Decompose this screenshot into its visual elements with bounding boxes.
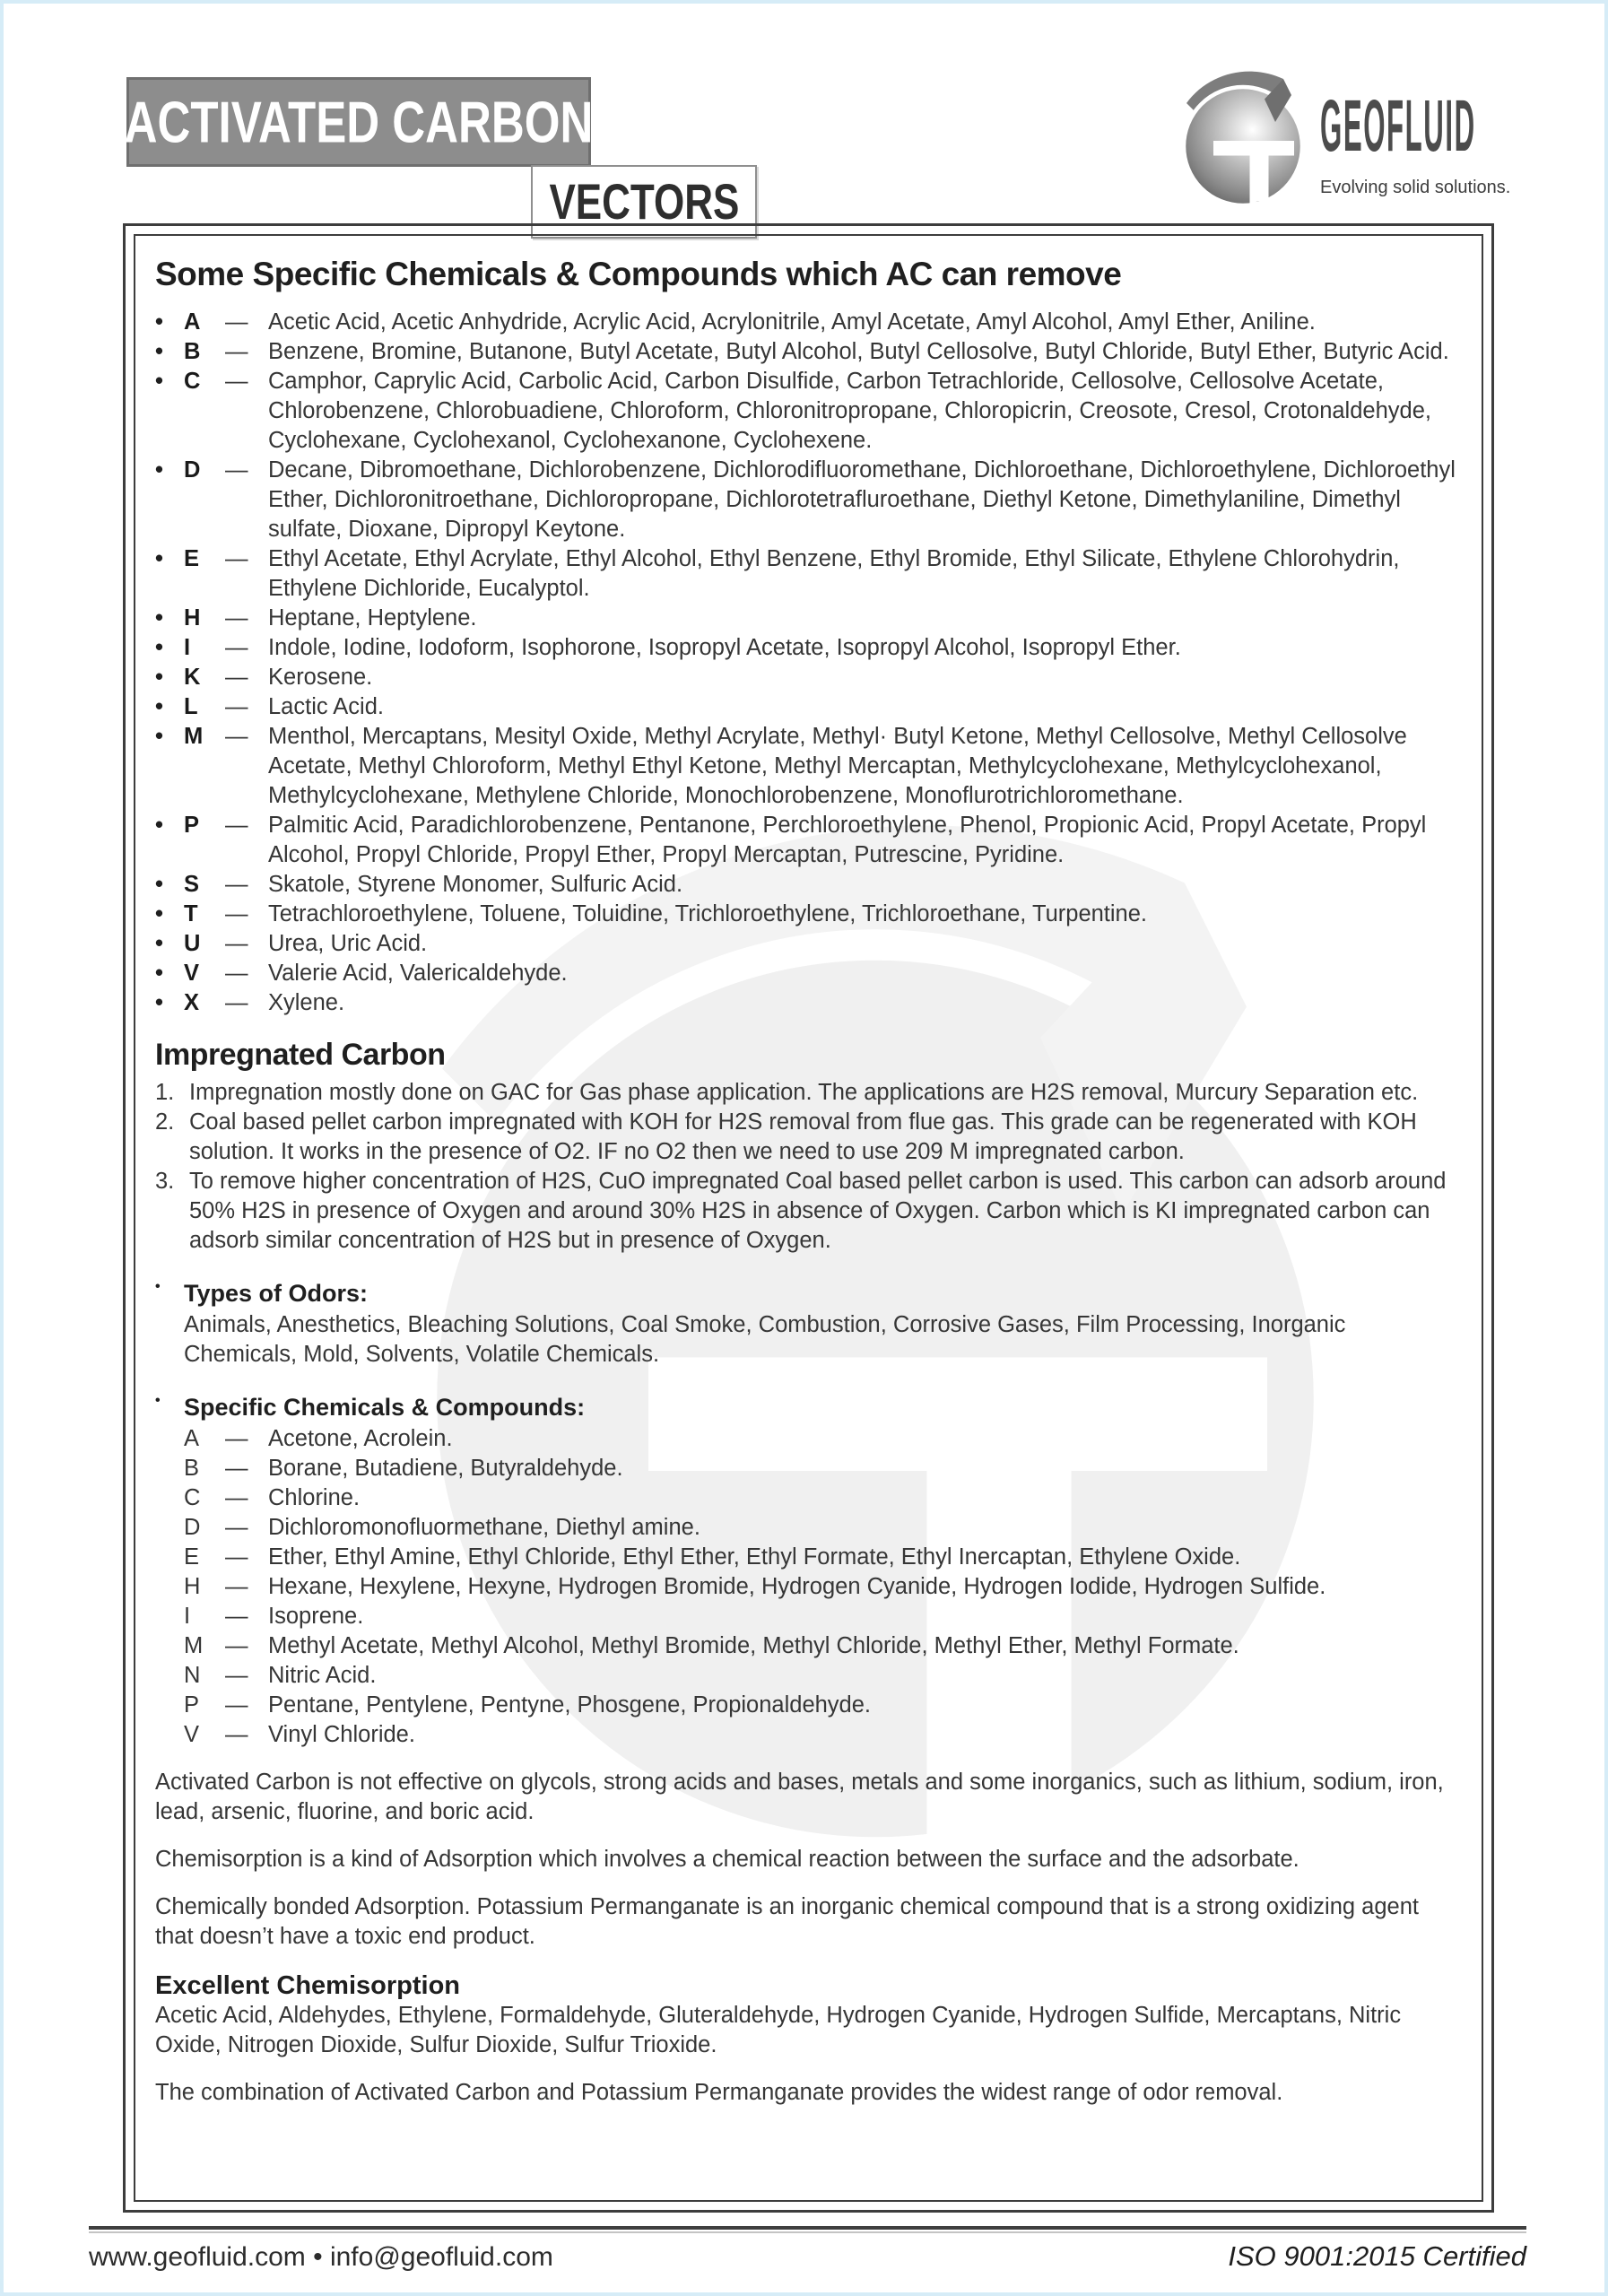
item-text: Benzene, Bromine, Butanone, Butyl Acetate, Butyl Alcohol, Butyl Cellosolve, Butyl Chloride, Butyl Ether, Butyric Acid. xyxy=(268,339,1449,364)
list-item xyxy=(155,308,1456,337)
list-item xyxy=(155,870,1456,900)
item-dash: — xyxy=(225,813,248,838)
item-text: Ethyl Acetate, Ethyl Acrylate, Ethyl Alcohol, Ethyl Benzene, Ethyl Bromide, Ethyl Silicate, Ethylene Chlorohydrin, Ethylene Dichloride, Eucalyptol. xyxy=(268,546,1400,601)
bullet-marker: • xyxy=(155,872,163,897)
list-item xyxy=(184,1572,1456,1602)
item-dash: — xyxy=(225,694,248,719)
bullet-marker: • xyxy=(155,724,163,749)
paragraph: Activated Carbon is not effective on glycols, strong acids and bases, metals and some inorganics, such as lithium, sodium, iron, lead, arsenic, fluorine, and boric acid. xyxy=(155,1770,1444,1824)
item-text: Methyl Acetate, Methyl Alcohol, Methyl Bromide, Methyl Chloride, Methyl Ether, Methyl Formate. xyxy=(268,1633,1239,1658)
item-letter: X xyxy=(184,990,200,1015)
numbered-item xyxy=(155,1167,1456,1256)
item-text: Pentane, Pentylene, Pentyne, Phosgene, Propionaldehyde. xyxy=(268,1692,872,1718)
paragraph: Chemically bonded Adsorption. Potassium Permanganate is an inorganic chemical compound that is a strong oxidizing agent that doesn’t have a toxic end product. xyxy=(155,1894,1419,1949)
item-text: Coal based pellet carbon impregnated with KOH for H2S removal from flue gas. This grade can be regenerated with KOH solution. It works in the presence of O2. IF no O2 then we need to use 209 M impregnated carbon. xyxy=(189,1109,1417,1164)
item-text: Urea, Uric Acid. xyxy=(268,931,428,956)
excellent-chemisorption-heading: Excellent Chemisorption xyxy=(155,1971,461,2000)
section-title: Some Specific Chemicals & Compounds which AC can remove xyxy=(155,256,1122,292)
item-letter: M xyxy=(184,724,204,749)
item-letter: B xyxy=(184,339,201,364)
header-badge-secondary-label: VECTORS xyxy=(549,173,739,230)
bullet-marker: • xyxy=(155,339,163,364)
company-logo xyxy=(1178,63,1555,224)
list-item xyxy=(155,456,1456,544)
item-letter: I xyxy=(184,1604,191,1629)
item-dash: — xyxy=(225,457,248,483)
item-dash: — xyxy=(225,635,248,660)
bullet-marker: • xyxy=(155,546,163,571)
bullet-marker: • xyxy=(155,694,163,719)
bullet-marker: • xyxy=(155,635,163,660)
item-dash: — xyxy=(225,309,248,335)
list-item xyxy=(184,1454,1456,1483)
item-dash: — xyxy=(225,1544,248,1570)
item-dash: — xyxy=(225,1722,248,1747)
impregnated-list xyxy=(155,1078,1456,1256)
item-text: Chlorine. xyxy=(268,1485,361,1510)
list-item xyxy=(155,988,1456,1018)
item-text: Acetic Acid, Acetic Anhydride, Acrylic Acid, Acrylonitrile, Amyl Acetate, Amyl Alcohol, Amyl Ether, Aniline. xyxy=(268,309,1316,335)
item-number: 2. xyxy=(155,1109,175,1135)
list-item xyxy=(184,1602,1456,1631)
item-letter: E xyxy=(184,1544,200,1570)
item-text: Kerosene. xyxy=(268,665,373,690)
specific-chemicals-heading-label: Specific Chemicals & Compounds: xyxy=(184,1394,586,1421)
bullet-marker: • xyxy=(155,990,163,1015)
impregnated-carbon-heading: Impregnated Carbon xyxy=(155,1038,446,1072)
item-text: Ether, Ethyl Amine, Ethyl Chloride, Ethyl Ether, Ethyl Formate, Ethyl Inercaptan, Ethylene Oxide. xyxy=(268,1544,1241,1570)
header-badge-primary-label: ACTIVATED CARBON xyxy=(124,89,594,155)
list-item xyxy=(184,1424,1456,1454)
item-letter: E xyxy=(184,546,200,571)
item-letter: K xyxy=(184,665,201,690)
numbered-item xyxy=(155,1108,1456,1167)
item-text: Heptane, Heptylene. xyxy=(268,605,477,631)
item-letter: L xyxy=(184,694,198,719)
item-dash: — xyxy=(225,605,248,631)
item-text: Borane, Butadiene, Butyraldehyde. xyxy=(268,1456,623,1481)
item-dash: — xyxy=(225,1515,248,1540)
bullet-marker: • xyxy=(155,961,163,986)
bullet-marker: • xyxy=(155,457,163,483)
item-text: Decane, Dibromoethane, Dichlorobenzene, Dichlorodifluoromethane, Dichloroethane, Dichloroethylene, Dichloroethyl Ether, Dichloronitroethane, Dichloropropane, Dichlorotetrafluroethane, Diethyl Ketone, Dimethylaniline, Dimethyl sulfate, Dioxane, Dipropyl Keytone. xyxy=(268,457,1456,542)
item-letter: C xyxy=(184,369,201,394)
footer xyxy=(89,2240,1526,2273)
item-dash: — xyxy=(225,1604,248,1629)
item-letter: B xyxy=(184,1456,200,1481)
odors-heading xyxy=(155,1279,1456,1309)
paragraph-group xyxy=(155,1768,1456,1952)
list-item xyxy=(184,1720,1456,1750)
item-text: Camphor, Caprylic Acid, Carbolic Acid, Carbon Disulfide, Carbon Tetrachloride, Cellosolve, Cellosolve Acetate, Chlorobenzene, Chlorobuadiene, Chloroform, Chloronitropropane, Chloropicrin, Creosote, Cresol, Crotonaldehyde, Cyclohexane, Cyclohexanol, Cyclohexanone, Cyclohexene. xyxy=(268,369,1431,453)
item-text: Menthol, Mercaptans, Mesityl Oxide, Methyl Acrylate, Methyl· Butyl Ketone, Methyl Cellosolve, Methyl Cellosolve Acetate, Methyl Chloroform, Methyl Ethyl Ketone, Methyl Mercaptan, Methylcyclohexane, Methylcyclohexanol, Methylcyclohexane, Methylene Chloride, Monochlorobenzene, Monoflurotrichloromethane. xyxy=(268,724,1407,808)
item-letter: A xyxy=(184,309,201,335)
item-dash: — xyxy=(225,665,248,690)
item-dash: — xyxy=(225,1633,248,1658)
closing-paragraph: The combination of Activated Carbon and Potassium Permanganate provides the widest range of odor removal. xyxy=(155,2080,1283,2105)
item-letter: D xyxy=(184,1515,201,1540)
list-item xyxy=(155,692,1456,722)
list-item xyxy=(184,1631,1456,1661)
item-dash: — xyxy=(225,1485,248,1510)
item-dash: — xyxy=(225,1692,248,1718)
paragraph: Chemisorption is a kind of Adsorption which involves a chemical reaction between the surface and the adsorbate. xyxy=(155,1847,1299,1872)
item-dash: — xyxy=(225,1426,248,1451)
chemisorption-text: Acetic Acid, Aldehydes, Ethylene, Formaldehyde, Gluteraldehyde, Hydrogen Cyanide, Hydrogen Sulfide, Mercaptans, Nitric Oxide, Nitrogen Dioxide, Sulfur Dioxide, Sulfur Trioxide. xyxy=(155,2003,1402,2057)
item-text: Isoprene. xyxy=(268,1604,364,1629)
bullet-marker: • xyxy=(155,931,163,956)
logo-tagline: Evolving solid solutions. xyxy=(1320,178,1511,197)
item-number: 3. xyxy=(155,1169,175,1194)
footer-certification: ISO 9001:2015 Certified xyxy=(1228,2240,1526,2272)
item-text: Indole, Iodine, Iodoform, Isophorone, Isopropyl Acetate, Isopropyl Alcohol, Isopropyl Ether. xyxy=(268,635,1181,660)
list-item xyxy=(184,1661,1456,1691)
content-box xyxy=(123,223,1494,2213)
item-dash: — xyxy=(225,1456,248,1481)
footer-divider xyxy=(89,2226,1526,2233)
bullet-marker: • xyxy=(155,901,163,926)
bullet-marker: • xyxy=(155,309,163,335)
item-text: Nitric Acid. xyxy=(268,1663,377,1688)
item-text: Lactic Acid. xyxy=(268,694,384,719)
item-text: Valerie Acid, Valericaldehyde. xyxy=(268,961,568,986)
item-letter: A xyxy=(184,1426,200,1451)
item-number: 1. xyxy=(155,1080,175,1105)
list-item xyxy=(184,1691,1456,1720)
item-dash: — xyxy=(225,546,248,571)
item-text: To remove higher concentration of H2S, CuO impregnated Coal based pellet carbon is used. This carbon can adsorb around 50% H2S in presence of Oxygen and around 30% H2S in absence of Oxygen. Carbon which is KI impregnated carbon can adsorb similar concentration of H2S but in presence of Oxygen. xyxy=(189,1169,1447,1253)
item-dash: — xyxy=(225,872,248,897)
item-text: Impregnation mostly done on GAC for Gas phase application. The applications are H2S removal, Murcury Separation etc. xyxy=(189,1080,1419,1105)
item-dash: — xyxy=(225,339,248,364)
header-badge-activated-carbon xyxy=(124,77,594,167)
item-dash: — xyxy=(225,901,248,926)
item-dash: — xyxy=(225,931,248,956)
list-item xyxy=(155,633,1456,663)
item-letter: V xyxy=(184,1722,200,1747)
item-dash: — xyxy=(225,990,248,1015)
footer-contact: www.geofluid.com • info@geofluid.com xyxy=(89,2242,553,2272)
item-letter: I xyxy=(184,635,191,660)
item-letter: P xyxy=(184,813,200,838)
item-letter: T xyxy=(184,901,198,926)
item-letter: S xyxy=(184,872,200,897)
list-item xyxy=(155,929,1456,959)
content-inner xyxy=(134,234,1483,2202)
bullet-marker: • xyxy=(155,1393,161,1408)
list-item xyxy=(155,604,1456,633)
item-text: Dichloromonofluormethane, Diethyl amine. xyxy=(268,1515,700,1540)
item-letter: C xyxy=(184,1485,201,1510)
specific-chemicals-heading xyxy=(155,1393,1456,1422)
item-dash: — xyxy=(225,1574,248,1599)
item-text: Hexane, Hexylene, Hexyne, Hydrogen Bromide, Hydrogen Cyanide, Hydrogen Iodide, Hydrogen Sulfide. xyxy=(268,1574,1326,1599)
list-item xyxy=(155,959,1456,988)
list-item xyxy=(155,811,1456,870)
list-item xyxy=(184,1543,1456,1572)
bullet-marker: • xyxy=(155,665,163,690)
item-text: Xylene. xyxy=(268,990,345,1015)
item-text: Tetrachloroethylene, Toluene, Toluidine, Trichloroethylene, Trichloroethane, Turpentine. xyxy=(268,901,1148,926)
list-item xyxy=(155,367,1456,456)
item-dash: — xyxy=(225,724,248,749)
odors-heading-label: Types of Odors: xyxy=(184,1280,369,1307)
list-item xyxy=(155,900,1456,929)
list-item xyxy=(155,544,1456,604)
item-letter: V xyxy=(184,961,200,986)
item-dash: — xyxy=(225,961,248,986)
item-letter: U xyxy=(184,931,201,956)
list-item xyxy=(155,722,1456,811)
item-text: Vinyl Chloride. xyxy=(268,1722,415,1747)
item-letter: D xyxy=(184,457,201,483)
specific-chemicals-list xyxy=(184,1424,1456,1750)
item-dash: — xyxy=(225,1663,248,1688)
item-text: Skatole, Styrene Monomer, Sulfuric Acid. xyxy=(268,872,683,897)
ac-remove-list xyxy=(155,308,1456,1018)
item-text: Acetone, Acrolein. xyxy=(268,1426,453,1451)
logo-sphere-icon xyxy=(1178,63,1313,218)
bullet-marker: • xyxy=(155,605,163,631)
list-item xyxy=(184,1483,1456,1513)
item-letter: H xyxy=(184,1574,201,1599)
list-item xyxy=(155,663,1456,692)
numbered-item xyxy=(155,1078,1456,1108)
item-letter: M xyxy=(184,1633,204,1658)
list-item xyxy=(155,337,1456,367)
list-item xyxy=(184,1513,1456,1543)
bullet-marker: • xyxy=(155,369,163,394)
item-letter: H xyxy=(184,605,201,631)
item-dash: — xyxy=(225,369,248,394)
logo-wordmark: GEOFLUID xyxy=(1320,86,1476,168)
item-text: Palmitic Acid, Paradichlorobenzene, Pentanone, Perchloroethylene, Phenol, Propionic Acid, Propyl Acetate, Propyl Alcohol, Propyl Chloride, Propyl Ether, Propyl Mercaptan, Putrescine, Pyridine. xyxy=(268,813,1427,867)
item-letter: N xyxy=(184,1663,201,1688)
bullet-marker: • xyxy=(155,1279,161,1294)
bullet-marker: • xyxy=(155,813,163,838)
odors-text: Animals, Anesthetics, Bleaching Solutions, Coal Smoke, Combustion, Corrosive Gases, Film Processing, Inorganic Chemicals, Mold, Solvents, Volatile Chemicals. xyxy=(184,1312,1346,1367)
item-letter: P xyxy=(184,1692,200,1718)
